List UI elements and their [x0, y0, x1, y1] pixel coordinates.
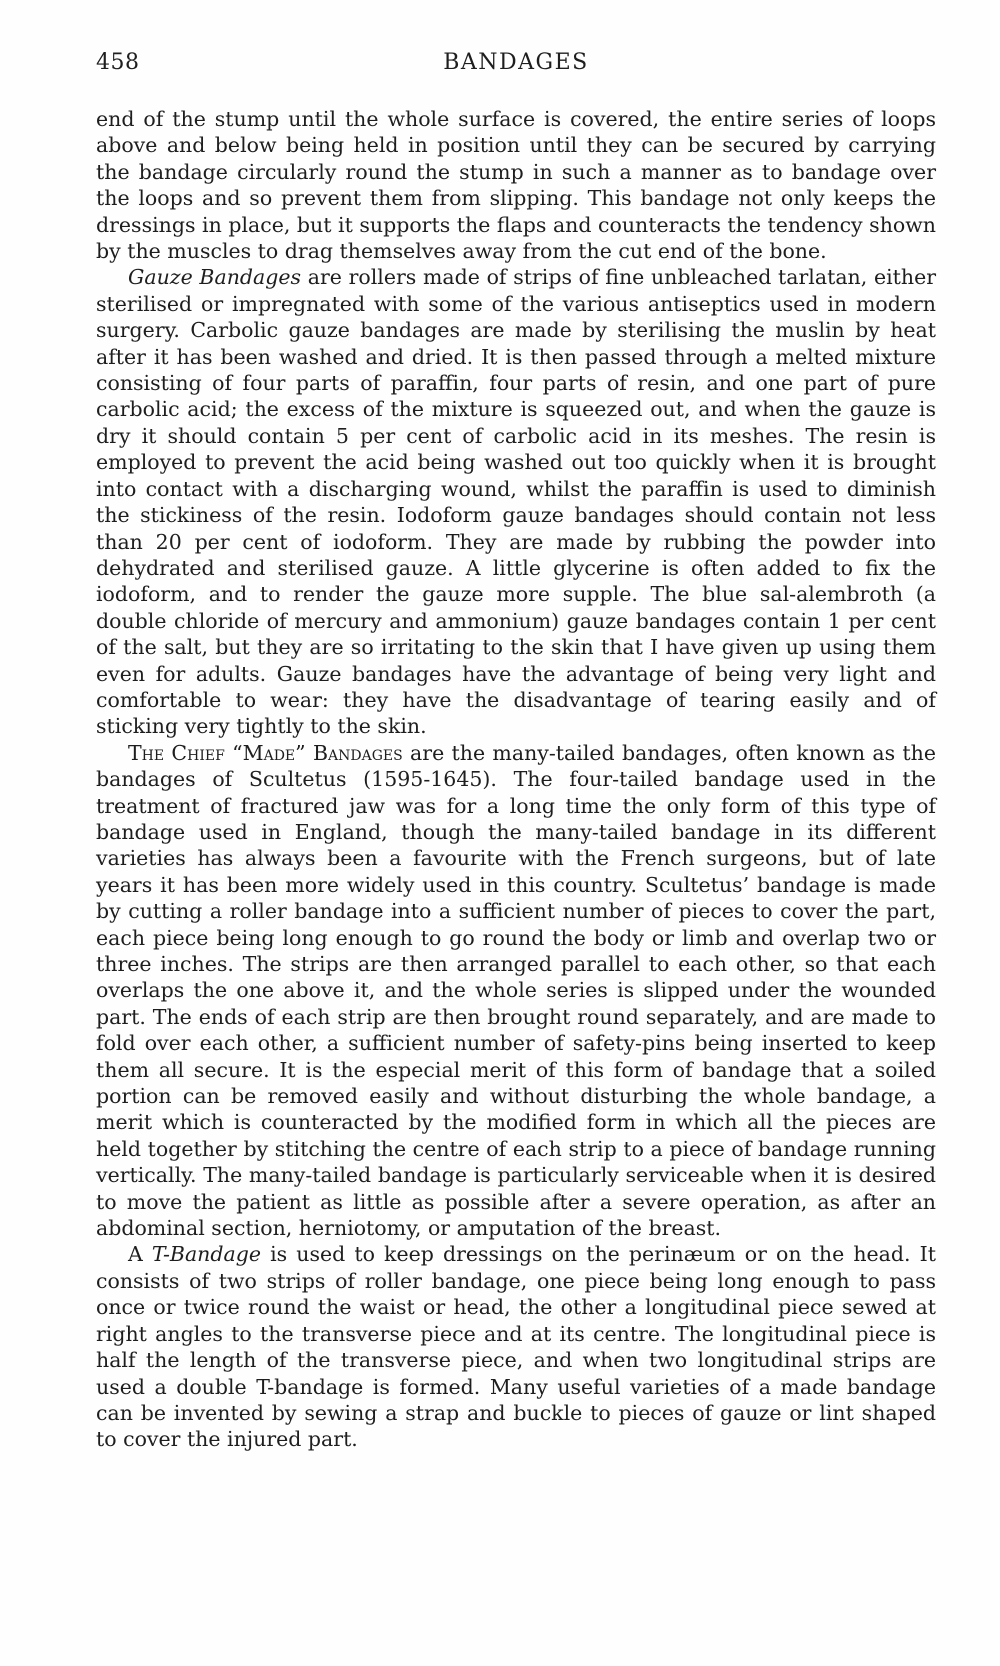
paragraph-lead-prefix: A: [128, 1242, 152, 1267]
paragraph-text: are rollers made of strips of fine unbleached tarlatan, either sterilised or impregnated with some of the various antiseptics used in modern surgery. Carbolic gauze bandages are made by sterilising the muslin by heat after it has been washed and dried. It is then passed through a melted mixture consisting of four parts of paraffin, four parts of resin, and one part of pure carbolic acid; the excess of the mixture is squeezed out, and when the gauze is dry it should contain 5 per cent of carbolic acid in its meshes. The resin is employed to prevent the acid being washed out too quickly when it is brought into contact with a discharging wound, whilst the paraffin is used to diminish the stickiness of the resin. Iodoform gauze bandages should contain not less than 20 per cent of iodoform. They are made by rubbing the powder into dehydrated and sterilised gauze. A little glycerine is often added to fix the iodoform, and to render the gauze more supple. The blue sal-alembroth (a double chloride of mercury and ammonium) gauze bandages contain 1 per cent of the salt, but they are so irritating to the skin that I have given up using them even for adults. Gauze bandages have the advantage of being very light and comfortable to wear: they have the disadvantage of tearing easily and of sticking very tightly to the skin.: [96, 265, 937, 739]
running-title: BANDAGES: [443, 50, 589, 75]
page-number: 458: [96, 50, 140, 75]
body-text: [96, 106, 936, 1453]
paragraph-lead-term: The Chief “Made” Bandages: [128, 740, 403, 765]
paragraph-made-bandages: [96, 740, 936, 1242]
paragraph-lead-term: Gauze Bandages: [128, 265, 302, 290]
paragraph-text: are the many-tailed bandages, often known as the bandages of Scultetus (1595-1645). The four-tailed bandage used in the treatment of fractured jaw was for a long time the only form of this type of bandage used in England, though the many-tailed bandage in its different varieties has always been a favourite with the French surgeons, but of late years it has been more widely used in this country. Scultetus’ bandage is made by cutting a roller bandage into a sufficient number of pieces to cover the part, each piece being long enough to go round the body or limb and overlap two or three inches. The strips are then arranged parallel to each other, so that each overlaps the one above it, and the whole series is slipped under the wounded part. The ends of each strip are then brought round separately, and are made to fold over each other, a sufficient number of safety-pins being inserted to keep them all secure. It is the especial merit of this form of bandage that a soiled portion can be removed easily and without disturbing the whole bandage, a merit which is counteracted by the modified form in which all the pieces are held together by stitching the centre of each strip to a piece of bandage running vertically. The many-tailed bandage is particularly serviceable when it is desired to move the patient as little as possible after a severe operation, as after an abdominal section, herniotomy, or amputation of the breast.: [96, 740, 936, 1241]
paragraph-lead-term: T-Bandage: [151, 1242, 261, 1267]
paragraph-gauze-bandages: [96, 264, 936, 739]
paragraph-stump-continuation: [96, 106, 936, 264]
paragraph-text: end of the stump until the whole surface is covered, the entire series of loops above and below being held in position until they can be secured by carrying the bandage circularly round the stump in such a manner as to bandage over the loops and so prevent them from slipping. This bandage not only keeps the dressings in place, but it supports the flaps and counteracts the tendency shown by the muscles to drag themselves away from the cut end of the bone.: [96, 107, 936, 264]
paragraph-text: is used to keep dressings on the perinæum or on the head. It consists of two strips of roller bandage, one piece being long enough to pass once or twice round the waist or head, the other a longitudinal piece sewed at right angles to the transverse piece and at its centre. The longitudinal piece is half the length of the transverse piece, and when two longitudinal strips are used a double T-bandage is formed. Many useful varieties of a made bandage can be invented by sewing a strap and buckle to pieces of gauze or lint shaped to cover the injured part.: [96, 1242, 936, 1452]
paragraph-t-bandage: [96, 1241, 936, 1452]
page-header: [96, 50, 936, 84]
